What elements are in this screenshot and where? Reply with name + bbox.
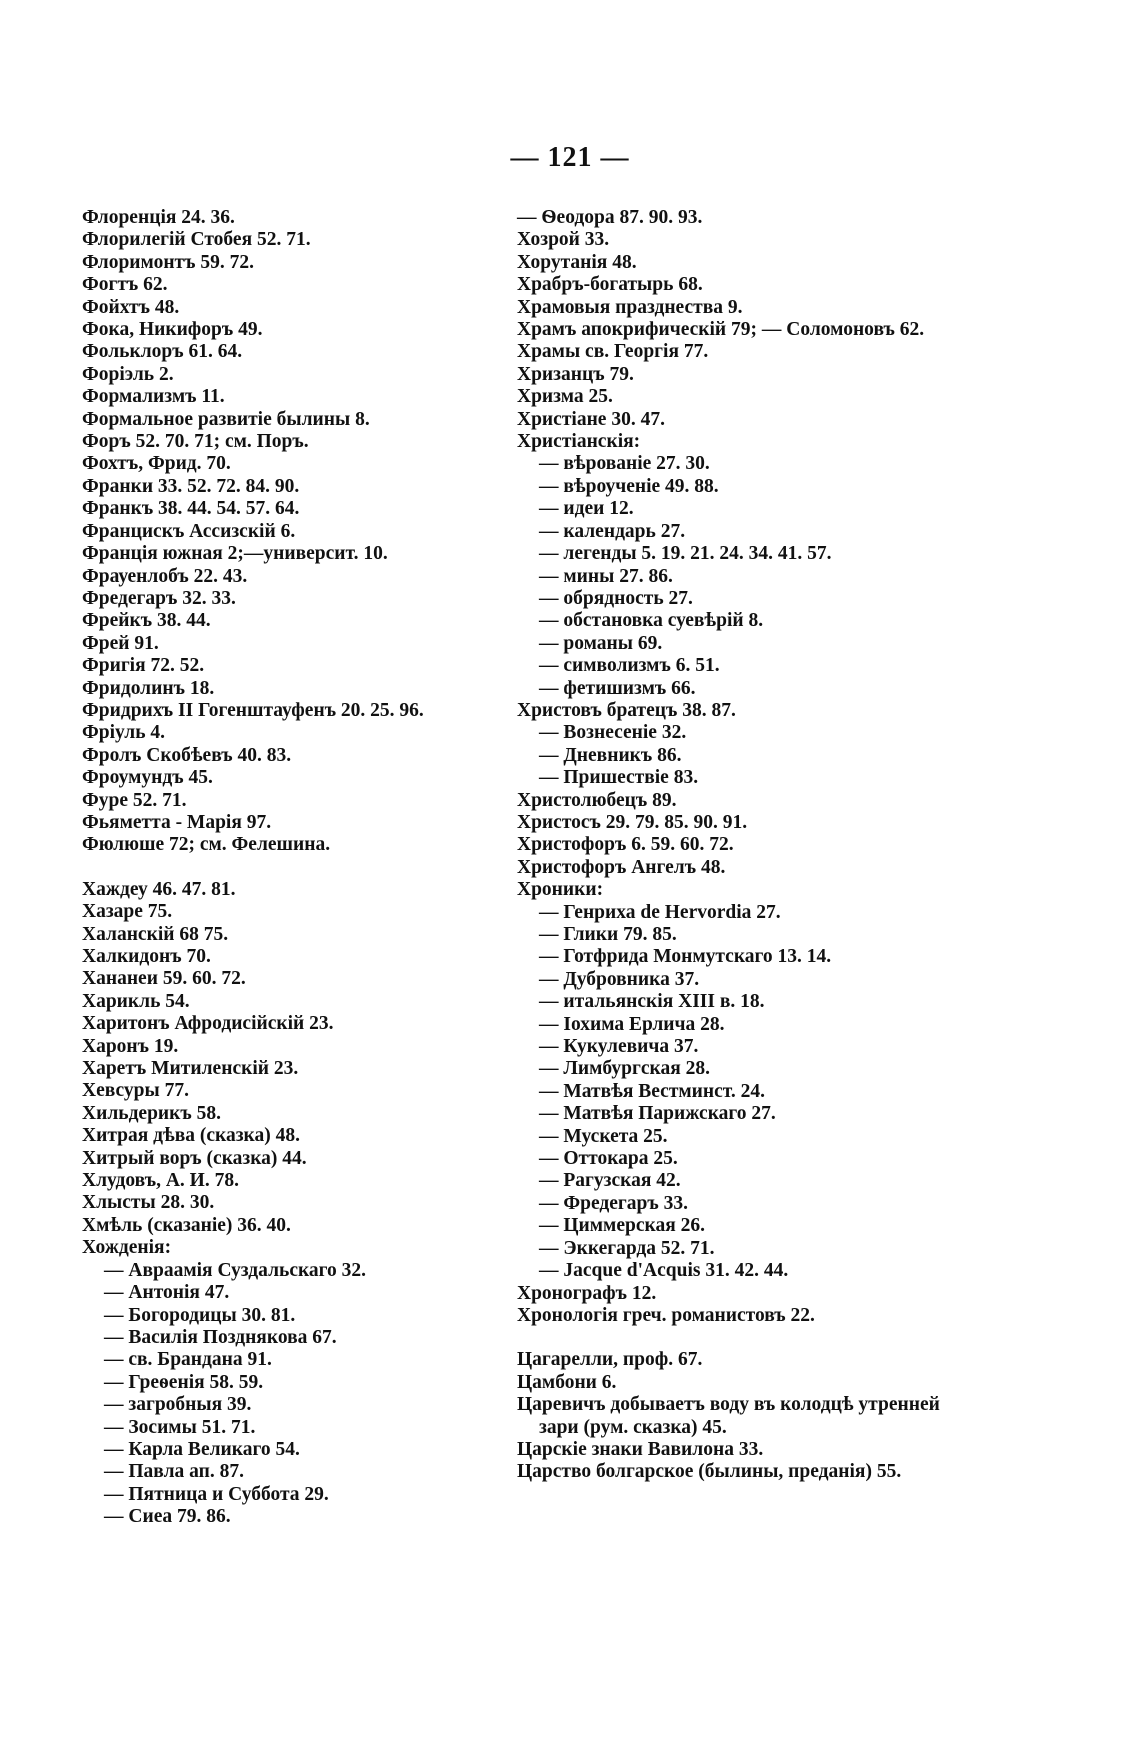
- index-entry: Фролъ Скобѣевъ 40. 83.: [82, 744, 292, 766]
- index-column-right: [517, 207, 957, 1484]
- index-entry: Форіэль 2.: [82, 363, 174, 385]
- index-column-left: [82, 207, 522, 1529]
- index-entry: Хазаре 75.: [82, 901, 173, 923]
- index-entry: Харетъ Митиленскій 23.: [82, 1058, 299, 1080]
- index-entry: Фойхтъ 48.: [82, 296, 180, 318]
- index-entry: Флоренція 24. 36.: [82, 207, 235, 228]
- index-entry: Хлудовъ, А. И. 78.: [82, 1170, 239, 1192]
- index-entry: Христолюбецъ 89.: [517, 789, 677, 811]
- index-subentry: — обрядность 27.: [539, 587, 693, 609]
- index-entry: Фрауенлобъ 22. 43.: [82, 565, 248, 587]
- index-subentry: — Павла ап. 87.: [104, 1461, 244, 1483]
- index-entry: Хожденія:: [82, 1237, 172, 1259]
- index-subentry: — Богородицы 30. 81.: [104, 1304, 296, 1326]
- index-entry: Хильдерикъ 58.: [82, 1102, 222, 1124]
- index-subentry: — Кукулевича 37.: [539, 1036, 699, 1058]
- index-entry: Христофоръ 6. 59. 60. 72.: [517, 834, 734, 856]
- index-entry: Формализмъ 11.: [82, 386, 225, 408]
- index-subentry: — Лимбургская 28.: [539, 1058, 711, 1080]
- index-subentry: — загробныя 39.: [104, 1394, 252, 1416]
- index-entry: Хананеи 59. 60. 72.: [82, 968, 246, 990]
- index-subentry: — Эккегарда 52. 71.: [539, 1237, 715, 1259]
- index-subentry: — обстановка суевѣрій 8.: [539, 610, 764, 632]
- index-subentry: — итальянскія XIII в. 18.: [539, 991, 765, 1013]
- index-subentry: — Фредегаръ 33.: [539, 1192, 688, 1214]
- index-subentry: — св. Брандана 91.: [104, 1349, 272, 1371]
- index-subentry: — фетишизмъ 66.: [539, 677, 696, 699]
- index-entry: Христіанскія:: [517, 431, 641, 453]
- index-subentry: — Матвѣя Вестминст. 24.: [539, 1080, 766, 1102]
- index-subentry: — Генриха de Hervordia 27.: [539, 901, 781, 923]
- index-entry: Хорутанія 48.: [517, 251, 637, 273]
- index-entry: Харитонъ Афродисійскій 23.: [82, 1013, 334, 1035]
- index-subentry: — Іохима Ерлича 28.: [539, 1013, 725, 1035]
- index-subentry: — Jacque d'Acquis 31. 42. 44.: [539, 1260, 789, 1282]
- index-entry: Фріуль 4.: [82, 722, 166, 744]
- index-subentry: — Василія Позднякова 67.: [104, 1326, 337, 1348]
- index-entry: Христіане 30. 47.: [517, 408, 665, 430]
- index-entry: Фридолинъ 18.: [82, 677, 215, 699]
- index-entry: Халанскій 68 75.: [82, 923, 229, 945]
- index-entry: Хризма 25.: [517, 386, 613, 408]
- index-entry: Христовъ братецъ 38. 87.: [517, 699, 736, 721]
- index-entry: Фредегаръ 32. 33.: [82, 587, 236, 609]
- index-entry: Фроумундъ 45.: [82, 767, 213, 789]
- index-entry: Царскіе знаки Вавилона 33.: [517, 1438, 764, 1460]
- index-entry: Хлысты 28. 30.: [82, 1192, 215, 1214]
- index-entry: Францискъ Ассизскій 6.: [82, 520, 296, 542]
- index-subentry: — Циммерская 26.: [539, 1215, 705, 1237]
- index-entry: Храмы св. Георгія 77.: [517, 341, 709, 363]
- index-entry: Хронографъ 12.: [517, 1282, 657, 1304]
- index-subentry: — календарь 27.: [539, 520, 686, 542]
- index-entry: Фока, Никифоръ 49.: [82, 319, 263, 341]
- index-entry: Фохтъ, Фрид. 70.: [82, 453, 231, 475]
- index-subentry: — Дневникъ 86.: [539, 744, 682, 766]
- index-entry: Хитрый воръ (сказка) 44.: [82, 1147, 307, 1169]
- index-entry: Хмѣль (сказаніе) 36. 40.: [82, 1214, 291, 1236]
- index-entry: Цамбони 6.: [517, 1371, 617, 1393]
- index-entry: Харонъ 19.: [82, 1035, 179, 1057]
- index-entry: Христосъ 29. 79. 85. 90. 91.: [517, 811, 748, 833]
- index-subentry: — романы 69.: [539, 632, 663, 654]
- index-entry: Флорилегій Стобея 52. 71.: [82, 229, 311, 251]
- index-subentry: — Дубровника 37.: [539, 968, 700, 990]
- index-entry: Флоримонтъ 59. 72.: [82, 251, 255, 273]
- index-subentry: — Карла Великаго 54.: [104, 1438, 300, 1460]
- index-entry: Фольклоръ 61. 64.: [82, 341, 243, 363]
- index-entry: Хозрой 33.: [517, 229, 610, 251]
- index-entry: Фуре 52. 71.: [82, 789, 187, 811]
- index-subentry: — Греѳенія 58. 59.: [104, 1371, 264, 1393]
- index-entry: Халкидонъ 70.: [82, 946, 211, 967]
- index-entry: Фридрихъ II Гогенштауфенъ 20. 25. 96.: [82, 699, 424, 721]
- index-subentry: — Готфрида Монмутскаго 13. 14.: [539, 946, 832, 968]
- index-entry: Фюлюше 72; см. Фелешина.: [82, 834, 331, 856]
- index-entry: Формальное развитіе былины 8.: [82, 408, 370, 430]
- index-subentry: — Вознесеніе 32.: [539, 722, 687, 744]
- index-entry: Фригія 72. 52.: [82, 655, 205, 677]
- index-subentry: — вѣроученіе 49. 88.: [539, 475, 719, 497]
- index-entry: Царство болгарское (былины, преданія) 55.: [517, 1461, 902, 1483]
- index-entry: Храмъ апокрифическій 79; — Соломоновъ 62.: [517, 319, 925, 341]
- index-entry: Храмовыя празднества 9.: [517, 296, 743, 318]
- page-number: — 121 —: [510, 142, 630, 173]
- index-subentry: — идеи 12.: [539, 498, 634, 520]
- index-entry: Франки 33. 52. 72. 84. 90.: [82, 475, 300, 497]
- index-entry: Фрей 91.: [82, 632, 159, 654]
- index-entry: Хроники:: [517, 879, 604, 901]
- index-entry: Фьяметта - Марія 97.: [82, 811, 272, 833]
- index-subentry: — Рагузская 42.: [539, 1170, 681, 1192]
- index-subentry: — Сиеа 79. 86.: [104, 1506, 231, 1528]
- index-entry: Цагарелли, проф. 67.: [517, 1349, 703, 1371]
- index-subentry: — вѣрованіе 27. 30.: [539, 453, 710, 475]
- index-entry: Хаждеу 46. 47. 81.: [82, 878, 236, 900]
- index-entry: Харикль 54.: [82, 990, 190, 1012]
- section-gap: [82, 857, 522, 879]
- index-entry: Хитрая дѣва (сказка) 48.: [82, 1125, 300, 1147]
- index-subentry: — символизмъ 6. 51.: [539, 655, 720, 677]
- index-entry: Христофоръ Ангелъ 48.: [517, 856, 726, 878]
- index-entry: Хронологія греч. романистовъ 22.: [517, 1304, 815, 1326]
- section-gap: [517, 1327, 957, 1349]
- index-subentry: — легенды 5. 19. 21. 24. 34. 41. 57.: [539, 543, 832, 565]
- index-entry: — Ѳеодора 87. 90. 93.: [517, 207, 703, 228]
- index-subentry: — Пришествіе 83.: [539, 767, 699, 789]
- index-entry: Франкъ 38. 44. 54. 57. 64.: [82, 498, 300, 520]
- index-subentry: — Мускета 25.: [539, 1125, 668, 1147]
- index-subentry: — мины 27. 86.: [539, 565, 673, 587]
- index-entry: Хризанцъ 79.: [517, 363, 634, 385]
- index-entry: Хевсуры 77.: [82, 1080, 189, 1102]
- index-subentry: — Антонія 47.: [104, 1282, 230, 1304]
- index-subentry: — Зосимы 51. 71.: [104, 1416, 256, 1438]
- index-entry: Фрейкъ 38. 44.: [82, 610, 211, 632]
- index-subentry: — Оттокара 25.: [539, 1148, 678, 1170]
- index-entry: Форъ 52. 70. 71; см. Поръ.: [82, 431, 309, 453]
- index-subentry: — Глики 79. 85.: [539, 924, 677, 945]
- index-subentry: — Пятница и Суббота 29.: [104, 1483, 329, 1505]
- index-entry: Фогтъ 62.: [82, 274, 168, 296]
- index-entry: Царевичъ добываетъ воду въ колодцѣ утренней зари (рум. сказка) 45.: [517, 1394, 940, 1438]
- index-entry: Храбръ-богатырь 68.: [517, 274, 703, 296]
- index-subentry: — Матвѣя Парижскаго 27.: [539, 1103, 776, 1125]
- index-entry: Франція южная 2;—университ. 10.: [82, 543, 388, 565]
- index-subentry: — Авраамія Суздальскаго 32.: [104, 1259, 367, 1281]
